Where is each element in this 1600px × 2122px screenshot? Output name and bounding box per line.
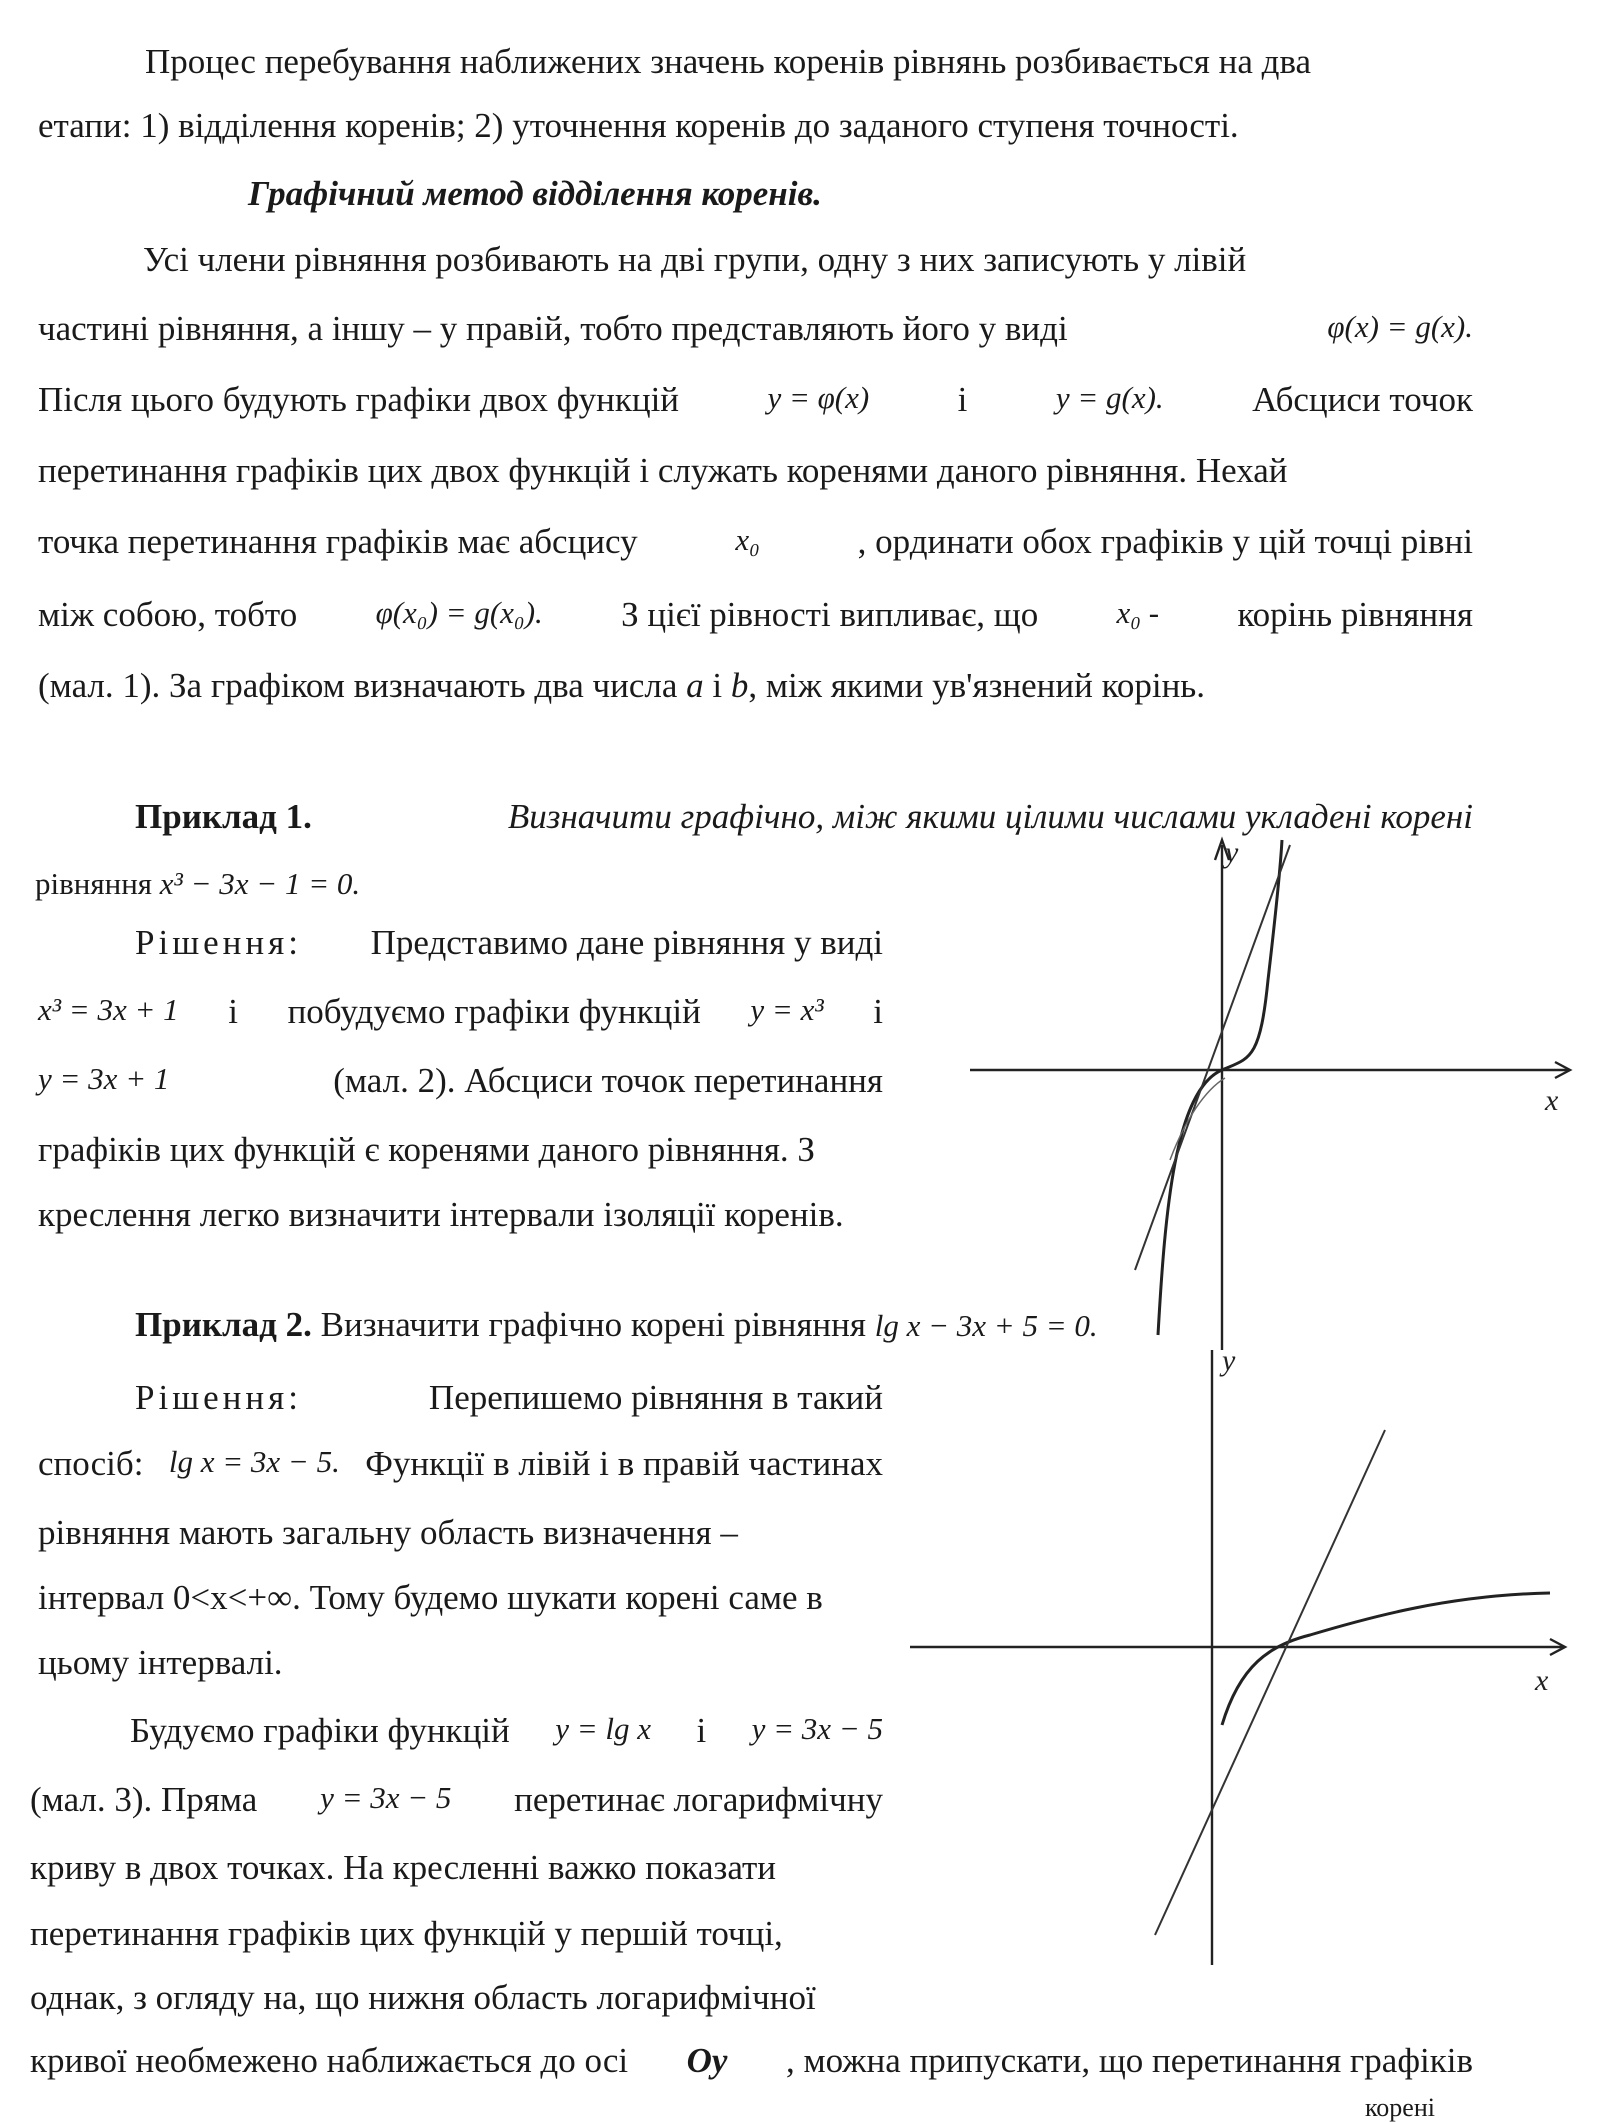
example2-para2-line-2	[30, 1782, 883, 1817]
example2-para2-line-7	[1365, 2095, 1435, 2121]
example2-solution-line-1	[135, 1380, 883, 1415]
method-text-3b: Абсциси точок	[1252, 380, 1473, 419]
example2-p7-a: кривої необмежено наближається до осі	[30, 2041, 629, 2080]
figure-log-svg	[910, 1345, 1600, 1975]
example1-s2-m2: y = x³	[750, 992, 824, 1027]
example1-s1: Представимо дане рівняння у виді	[370, 923, 883, 962]
example2-p2-a: Будуємо графіки функцій	[130, 1711, 510, 1750]
example2-p2-i: і	[696, 1711, 707, 1750]
example2-para2-line-1	[130, 1713, 883, 1748]
example1-s2-m1: x³ = 3x + 1	[38, 992, 179, 1027]
method-text-5a: точка перетинання графіків має абсцису	[38, 522, 638, 561]
example2-p3-m: y = 3x − 5	[320, 1780, 452, 1815]
example2-s1: Перепишемо рівняння в такий	[428, 1378, 883, 1417]
method-formula-3: y = g(x).	[1055, 380, 1164, 415]
example2-para2-line-5	[30, 1980, 883, 2015]
figure-log	[910, 1345, 1600, 1975]
intro-line-2	[38, 108, 1239, 143]
cubic-curve	[1158, 840, 1282, 1335]
example2-label: Приклад 2.	[135, 1305, 312, 1344]
example2-line-1	[135, 1307, 1098, 1342]
intro-text-2: етапи: 1) відділення коренів; 2) уточнення коренів до заданого ступеня точності.	[38, 106, 1239, 145]
example2-solution-line-2	[38, 1446, 883, 1481]
figure-cubic-svg	[960, 830, 1600, 1350]
figure-cubic-y-label: y	[1225, 836, 1239, 869]
example2-solution-line-4	[38, 1580, 883, 1615]
example2-para2-line-6	[30, 2043, 1473, 2078]
example1-solution-line-5	[38, 1197, 844, 1232]
method-text-5b: , ординати обох графіків у цій точці рівні	[857, 522, 1473, 561]
example1-s4: графіків цих функцій є коренями даного рівняння. З	[38, 1130, 815, 1169]
example2-s2-m: lg x = 3x − 5.	[168, 1444, 340, 1479]
example1-label: Приклад 1.	[135, 797, 312, 836]
example1-line-1	[135, 799, 1473, 834]
method-text-3i: і	[957, 380, 968, 419]
method-text-7a: (мал. 1). За графіком визначають два числа	[38, 666, 678, 705]
example2-p2-m2: y = 3x − 5	[751, 1711, 883, 1746]
example1-s3-m: y = 3x + 1	[38, 1061, 170, 1096]
example2-p7-b: , можна припускати, що перетинання графіків	[786, 2041, 1473, 2080]
method-text-7b: , між якими ув'язнений корінь.	[748, 666, 1206, 705]
method-line-1	[143, 242, 1473, 277]
example2-s2-a: спосіб:	[38, 1444, 144, 1483]
figure-cubic-x-label: x	[1545, 1084, 1559, 1117]
example1-s3-t: (мал. 2). Абсциси точок перетинання	[333, 1061, 883, 1100]
method-text-4: перетинання графіків цих двох функцій і служать коренями даного рівняння. Нехай	[38, 451, 1288, 490]
example2-s2-b: Функції в лівій і в правій частинах	[365, 1444, 883, 1483]
section-heading: Графічний метод відділення коренів.	[248, 174, 822, 213]
example1-solution-line-4	[38, 1132, 883, 1167]
method-formula-1: φ(x) = g(x).	[1327, 309, 1473, 344]
example1-solution-label: Рішення:	[135, 923, 302, 962]
example2-p7-m: Oy	[686, 2041, 728, 2080]
example1-s5: креслення легко визначити інтервали ізоляції коренів.	[38, 1195, 844, 1234]
method-line-7	[38, 668, 1205, 703]
method-formula-5: φ(x₀) = g(x₀).	[375, 595, 543, 630]
example1-s2-t: побудуємо графіки функцій	[287, 992, 701, 1031]
figure-log-x-label: x	[1535, 1664, 1549, 1697]
method-line-5	[38, 524, 1473, 559]
method-text-6b: З цієї рівності випливає, що	[621, 595, 1039, 634]
figure-cubic	[960, 830, 1600, 1350]
example2-para2-line-4	[30, 1916, 883, 1951]
example2-p3-b: перетинає логарифмічну	[514, 1780, 883, 1819]
example2-p8: корені	[1365, 2093, 1435, 2122]
example2-para2-line-3	[30, 1850, 883, 1885]
example2-p6: однак, з огляду на, що нижня область логарифмічної	[30, 1978, 816, 2017]
method-line-3	[38, 382, 1473, 417]
method-formula-6: x₀ -	[1116, 595, 1160, 630]
method-text-1: Усі члени рівняння розбивають на дві групи, одну з них записують у лівій	[143, 240, 1247, 279]
example1-equation: x³ − 3x − 1 = 0.	[159, 866, 361, 901]
example2-s3: рівняння мають загальну область визначення –	[38, 1513, 738, 1552]
method-text-2: частині рівняння, а іншу – у правій, тобто представляють його у виді	[38, 309, 1068, 348]
log-curve	[1222, 1593, 1550, 1725]
example1-task2-text: рівняння	[35, 866, 153, 901]
example2-p2-m1: y = lg x	[555, 1711, 652, 1746]
line-3x-plus-1	[1135, 845, 1290, 1270]
example1-solution-line-2	[38, 994, 883, 1029]
method-var-b: b	[730, 666, 749, 705]
example2-s4: інтервал 0<x<+∞. Тому будемо шукати корені саме в	[38, 1578, 823, 1617]
figure-log-y-label: y	[1222, 1344, 1236, 1377]
example1-s2-i2: і	[873, 992, 883, 1031]
example2-solution-label: Рішення:	[135, 1378, 302, 1417]
line-3x-minus-5	[1155, 1430, 1385, 1935]
example2-p5: перетинання графіків цих функцій у першій точці,	[30, 1914, 783, 1953]
method-var-a: a	[686, 666, 704, 705]
method-text-6a: між собою, тобто	[38, 595, 298, 634]
example2-p3-a: (мал. 3). Пряма	[30, 1780, 258, 1819]
example2-s5: цьому інтервалі.	[38, 1643, 283, 1682]
method-text-3a: Після цього будують графіки двох функцій	[38, 380, 680, 419]
intro-text-1: Процес перебування наближених значень коренів рівнянь розбивається на два	[145, 42, 1312, 81]
method-formula-4: x₀	[735, 522, 760, 557]
method-text-6c: корінь рівняння	[1237, 595, 1473, 634]
example2-task: Визначити графічно корені рівняння	[320, 1305, 866, 1344]
example1-solution-line-1	[135, 925, 883, 960]
method-formula-2: y = φ(x)	[767, 380, 870, 415]
example1-task: Визначити графічно, між якими цілими числами укладені корені	[507, 797, 1473, 836]
intro-line-1	[145, 44, 1470, 79]
example2-solution-line-5	[38, 1645, 283, 1680]
example1-solution-line-3	[38, 1063, 883, 1098]
example2-equation: lg x − 3x + 5 = 0.	[874, 1308, 1098, 1343]
example1-s2-i: і	[228, 992, 238, 1031]
method-line-2	[38, 311, 1473, 346]
example1-line-2	[35, 868, 360, 899]
example2-p4: криву в двох точках. На кресленні важко показати	[30, 1848, 777, 1887]
method-line-4	[38, 453, 1473, 488]
method-line-6	[38, 597, 1473, 632]
method-text-7i: і	[712, 666, 723, 705]
example2-solution-line-3	[38, 1515, 883, 1550]
